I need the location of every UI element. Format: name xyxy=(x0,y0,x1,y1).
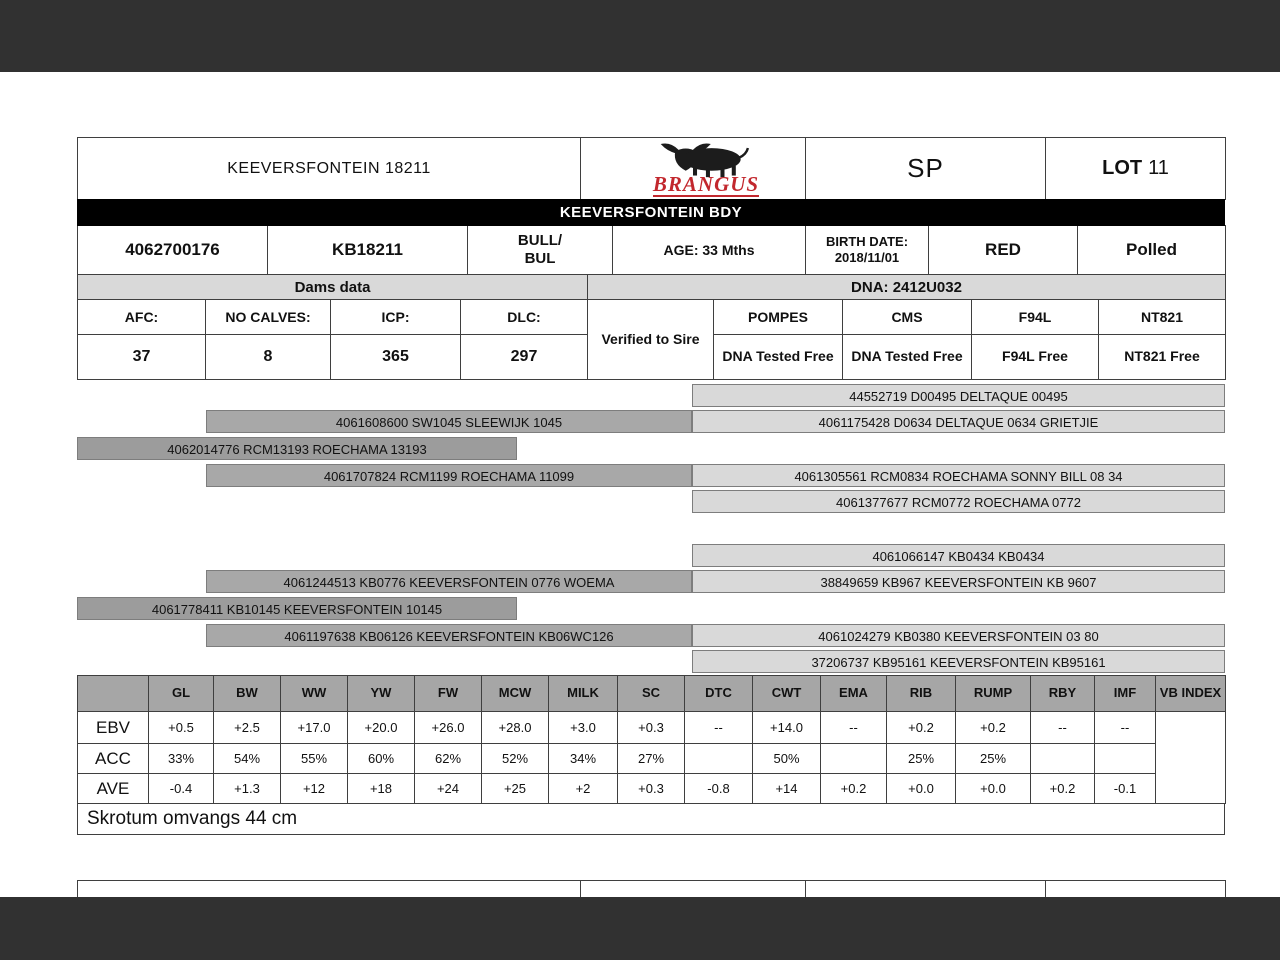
ebv-value-cell: 52% xyxy=(482,744,549,774)
ebv-value-cell: +0.2 xyxy=(821,774,887,804)
ebv-value-cell: +0.5 xyxy=(149,712,214,744)
ebv-column-header: EMA xyxy=(821,676,887,712)
ebv-column-header: RBY xyxy=(1031,676,1095,712)
ebv-value-cell: 60% xyxy=(348,744,415,774)
brand-logo-cell xyxy=(581,138,806,200)
ebv-value-cell: -0.1 xyxy=(1095,774,1156,804)
horn-status-cell: Polled xyxy=(1078,226,1226,275)
nt821-result: NT821 Free xyxy=(1099,335,1226,380)
ebv-value-cell: +2 xyxy=(549,774,618,804)
catalog-sheet xyxy=(77,137,1225,835)
pedigree-entry: 4061175428 D0634 DELTAQUE 0634 GRIETJIE xyxy=(692,410,1225,433)
ebv-value-cell: -- xyxy=(821,712,887,744)
icp-label: ICP: xyxy=(331,300,461,335)
ebv-value-cell: +3.0 xyxy=(549,712,618,744)
ebv-value-cell xyxy=(685,744,753,774)
ebv-value-cell: 54% xyxy=(214,744,281,774)
ebv-value-cell: +18 xyxy=(348,774,415,804)
header-table xyxy=(77,137,1226,200)
ebv-value-cell: +14 xyxy=(753,774,821,804)
ebv-column-header: MILK xyxy=(549,676,618,712)
dlc-label: DLC: xyxy=(461,300,588,335)
age-cell: AGE: 33 Mths xyxy=(613,226,806,275)
cms-result: DNA Tested Free xyxy=(843,335,972,380)
pedigree-entry: 38849659 KB967 KEEVERSFONTEIN KB 9607 xyxy=(692,570,1225,593)
ebv-value-cell: +24 xyxy=(415,774,482,804)
ebv-value-cell: 55% xyxy=(281,744,348,774)
ebv-value-cell: -- xyxy=(1031,712,1095,744)
ebv-column-header: VB INDEX xyxy=(1156,676,1226,712)
ebv-column-header: DTC xyxy=(685,676,753,712)
pompes-result: DNA Tested Free xyxy=(714,335,843,380)
ebv-value-cell: +0.3 xyxy=(618,712,685,744)
lot-cell xyxy=(1046,138,1226,200)
dam-stats-table xyxy=(77,299,1226,380)
ebv-column-header: RIB xyxy=(887,676,956,712)
category-code: SP xyxy=(806,138,1046,200)
breeder-title-bar: KEEVERSFONTEIN BDY xyxy=(77,199,1225,226)
ebv-row-label: EBV xyxy=(78,712,149,744)
pedigree-chart xyxy=(77,380,1225,676)
ebv-column-header: IMF xyxy=(1095,676,1156,712)
pedigree-entry: 4061608600 SW1045 SLEEWIJK 1045 xyxy=(206,410,692,433)
ebv-value-cell: 33% xyxy=(149,744,214,774)
ebv-value-cell: 50% xyxy=(753,744,821,774)
ebv-value-cell: +28.0 xyxy=(482,712,549,744)
afc-value: 37 xyxy=(78,335,206,380)
ebv-value-cell xyxy=(821,744,887,774)
brand-name: BRANGUS xyxy=(652,172,760,196)
cms-label: CMS xyxy=(843,300,972,335)
ebv-column-header: YW xyxy=(348,676,415,712)
ebv-column-header: SC xyxy=(618,676,685,712)
ebv-column-header: MCW xyxy=(482,676,549,712)
ebv-value-cell: +0.0 xyxy=(887,774,956,804)
scrotum-note: Skrotum omvangs 44 cm xyxy=(77,803,1225,835)
section-row xyxy=(77,274,1226,300)
ebv-row-label: AVE xyxy=(78,774,149,804)
details-table xyxy=(77,225,1226,275)
pedigree-entry: 4061066147 KB0434 KB0434 xyxy=(692,544,1225,567)
ebv-value-cell: 62% xyxy=(415,744,482,774)
ebv-column-header: RUMP xyxy=(956,676,1031,712)
sex-line1: BULL/ xyxy=(517,232,563,249)
ebv-table xyxy=(77,675,1226,804)
dams-data-header: Dams data xyxy=(78,275,588,300)
lot-label: LOT xyxy=(1102,157,1143,179)
birth-date-cell xyxy=(806,226,929,275)
vb-index-cell xyxy=(1156,712,1226,804)
ebv-value-cell: 34% xyxy=(549,744,618,774)
ebv-corner-cell xyxy=(78,676,149,712)
ebv-column-header: BW xyxy=(214,676,281,712)
ebv-value-cell: +26.0 xyxy=(415,712,482,744)
ebv-value-cell: +12 xyxy=(281,774,348,804)
ebv-value-cell: +17.0 xyxy=(281,712,348,744)
ebv-column-header: GL xyxy=(149,676,214,712)
ebv-value-cell: +20.0 xyxy=(348,712,415,744)
dna-header: DNA: 2412U032 xyxy=(588,275,1226,300)
ebv-value-cell: 25% xyxy=(887,744,956,774)
dlc-value: 297 xyxy=(461,335,588,380)
ebv-value-cell: -- xyxy=(1095,712,1156,744)
verified-to-sire: Verified to Sire xyxy=(588,300,714,380)
ebv-row-label: ACC xyxy=(78,744,149,774)
ebv-value-cell: +0.0 xyxy=(956,774,1031,804)
pedigree-entry: 4062014776 RCM13193 ROECHAMA 13193 xyxy=(77,437,517,460)
ebv-value-cell: +0.3 xyxy=(618,774,685,804)
f94l-label: F94L xyxy=(972,300,1099,335)
pedigree-entry: 37206737 KB95161 KEEVERSFONTEIN KB95161 xyxy=(692,650,1225,673)
pedigree-entry: 4061197638 KB06126 KEEVERSFONTEIN KB06WC126 xyxy=(206,624,692,647)
pedigree-entry: 4061305561 RCM0834 ROECHAMA SONNY BILL 08 34 xyxy=(692,464,1225,487)
pompes-label: POMPES xyxy=(714,300,843,335)
brand-logo xyxy=(581,139,805,199)
herd-id: KB18211 xyxy=(268,226,468,275)
ebv-column-header: CWT xyxy=(753,676,821,712)
pedigree-entry: 4061707824 RCM1199 ROECHAMA 11099 xyxy=(206,464,692,487)
ebv-value-cell: +0.2 xyxy=(887,712,956,744)
no-calves-label: NO CALVES: xyxy=(206,300,331,335)
pedigree-entry: 4061778411 KB10145 KEEVERSFONTEIN 10145 xyxy=(77,597,517,620)
ebv-value-cell xyxy=(1031,744,1095,774)
ebv-value-cell: -0.8 xyxy=(685,774,753,804)
ebv-value-cell: +2.5 xyxy=(214,712,281,744)
pedigree-entry: 4061377677 RCM0772 ROECHAMA 0772 xyxy=(692,490,1225,513)
ebv-value-cell xyxy=(1095,744,1156,774)
nt821-label: NT821 xyxy=(1099,300,1226,335)
sex-cell xyxy=(468,226,613,275)
ebv-value-cell: 25% xyxy=(956,744,1031,774)
ebv-value-cell: +1.3 xyxy=(214,774,281,804)
no-calves-value: 8 xyxy=(206,335,331,380)
registration-number: 4062700176 xyxy=(78,226,268,275)
colour-cell: RED xyxy=(929,226,1078,275)
icp-value: 365 xyxy=(331,335,461,380)
ebv-value-cell: +25 xyxy=(482,774,549,804)
ebv-value-cell: 27% xyxy=(618,744,685,774)
pedigree-entry: 4061244513 KB0776 KEEVERSFONTEIN 0776 WOEMA xyxy=(206,570,692,593)
ebv-value-cell: -- xyxy=(685,712,753,744)
birth-label: BIRTH DATE: xyxy=(825,233,909,249)
ebv-value-cell: -0.4 xyxy=(149,774,214,804)
pedigree-entry: 44552719 D00495 DELTAQUE 00495 xyxy=(692,384,1225,407)
f94l-result: F94L Free xyxy=(972,335,1099,380)
top-letterbox-bar xyxy=(0,0,1280,72)
sex-line2: BUL xyxy=(524,250,556,267)
ebv-column-header: WW xyxy=(281,676,348,712)
birth-date: 2018/11/01 xyxy=(834,250,900,265)
pedigree-entry: 4061024279 KB0380 KEEVERSFONTEIN 03 80 xyxy=(692,624,1225,647)
ebv-value-cell: +0.2 xyxy=(956,712,1031,744)
animal-name: KEEVERSFONTEIN 18211 xyxy=(78,138,581,200)
bottom-letterbox-bar xyxy=(0,897,1280,960)
ebv-value-cell: +0.2 xyxy=(1031,774,1095,804)
ebv-value-cell: +14.0 xyxy=(753,712,821,744)
afc-label: AFC: xyxy=(78,300,206,335)
ebv-column-header: FW xyxy=(415,676,482,712)
lot-number: 11 xyxy=(1148,157,1169,179)
